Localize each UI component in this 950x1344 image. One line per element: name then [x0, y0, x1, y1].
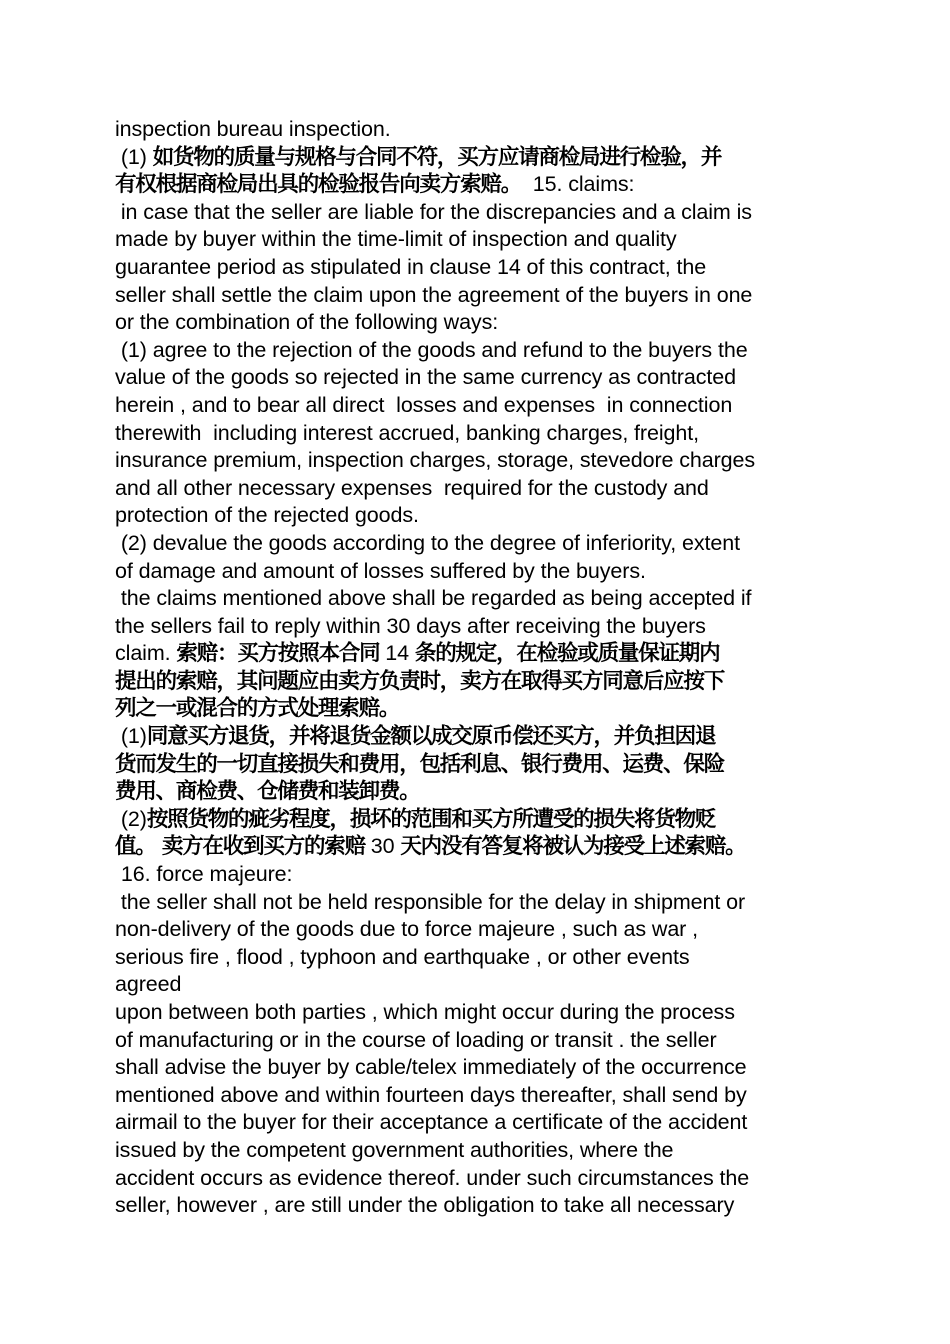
- english-text-segment: upon between both parties , which might occur during the process: [115, 1000, 735, 1024]
- text-line: [115, 889, 845, 917]
- chinese-text-segment: 费用、商检费、仓储费和装卸费。: [115, 779, 420, 805]
- english-text-segment: and all other necessary expenses required for the custody and: [115, 475, 709, 500]
- text-line: [115, 171, 845, 199]
- english-text-segment: herein , and to bear all direct losses and expenses in connection: [115, 392, 733, 417]
- chinese-text-segment: 按照货物的疵劣程度，损坏的范围和买方所遭受的损失将货物贬: [146, 806, 716, 832]
- english-text-segment: 30: [364, 834, 401, 859]
- text-line: [115, 392, 845, 420]
- english-text-segment: (2) devalue the goods according to the degree of inferiority, extent: [115, 530, 740, 555]
- text-line: [115, 1027, 845, 1055]
- english-text-segment: (1): [115, 724, 147, 749]
- text-line: [115, 1192, 845, 1220]
- english-text-segment: the claims mentioned above shall be regarded as being accepted if: [115, 586, 752, 611]
- english-text-segment: issued by the competent government authorities, where the: [115, 1137, 674, 1162]
- text-line: [115, 833, 845, 861]
- text-line: [115, 751, 845, 779]
- text-line: [115, 723, 845, 751]
- chinese-text-segment: 值。 卖方在收到买方的索赔: [115, 834, 365, 860]
- english-text-segment: inspection bureau inspection.: [115, 117, 391, 141]
- english-text-segment: shall advise the buyer by cable/telex immediately of the occurrence: [115, 1055, 747, 1080]
- english-text-segment: accident occurs as evidence thereof. under such circumstances the: [115, 1165, 750, 1190]
- english-text-segment: agreed: [115, 972, 182, 997]
- chinese-text-segment: 列之一或混合的方式处理索赔。: [115, 696, 400, 722]
- text-line: [115, 1082, 845, 1110]
- english-text-segment: seller shall settle the claim upon the agreement of the buyers in one: [115, 282, 753, 307]
- text-line: [115, 364, 845, 392]
- english-text-segment: 14: [379, 641, 415, 666]
- text-line: [115, 695, 845, 723]
- english-text-segment: therewith including interest accrued, banking charges, freight,: [115, 420, 699, 445]
- text-line: [115, 337, 845, 365]
- text-line: [115, 1137, 845, 1165]
- text-line: [115, 778, 845, 806]
- document-body: [115, 116, 845, 1220]
- text-line: [115, 1109, 845, 1137]
- english-text-segment: (1): [115, 144, 153, 169]
- text-line: [115, 475, 845, 503]
- text-line: [115, 916, 845, 944]
- english-text-segment: guarantee period as stipulated in clause 14 of this contract, the: [115, 254, 707, 279]
- text-line: [115, 613, 845, 641]
- text-line: [115, 558, 845, 586]
- english-text-segment: of damage and amount of losses suffered by the buyers.: [115, 558, 646, 583]
- english-text-segment: 16. force majeure:: [115, 862, 293, 887]
- chinese-text-segment: 货而发生的一切直接损失和费用，包括利息、银行费用、运费、保险: [115, 751, 725, 777]
- text-line: [115, 530, 845, 558]
- text-line: [115, 447, 845, 475]
- text-line: [115, 116, 845, 144]
- text-line: [115, 144, 845, 172]
- english-text-segment: 15. claims:: [521, 172, 635, 197]
- english-text-segment: (2): [115, 806, 147, 831]
- text-line: [115, 309, 845, 337]
- chinese-text-segment: 索赔：买方按照本合同: [176, 641, 380, 667]
- text-line: [115, 282, 845, 310]
- english-text-segment: insurance premium, inspection charges, storage, stevedore charges: [115, 448, 756, 473]
- text-line: [115, 971, 845, 999]
- text-line: [115, 861, 845, 889]
- english-text-segment: serious fire , flood , typhoon and earthquake , or other events: [115, 944, 690, 969]
- english-text-segment: non-delivery of the goods due to force majeure , such as war ,: [115, 917, 698, 942]
- text-line: [115, 999, 845, 1027]
- chinese-text-segment: 天内没有答复将被认为接受上述索赔。: [400, 834, 746, 860]
- english-text-segment: or the combination of the following ways:: [115, 310, 499, 335]
- english-text-segment: mentioned above and within fourteen days thereafter, shall send by: [115, 1082, 747, 1107]
- chinese-text-segment: 有权根据商检局出具的检验报告向卖方索赔。: [115, 172, 522, 198]
- text-line: [115, 806, 845, 834]
- text-line: [115, 199, 845, 227]
- english-text-segment: of manufacturing or in the course of loading or transit . the seller: [115, 1027, 717, 1052]
- text-line: [115, 502, 845, 530]
- chinese-text-segment: 同意买方退货，并将退货金额以成交原币偿还买方，并负担因退: [146, 724, 716, 750]
- text-line: [115, 1054, 845, 1082]
- chinese-text-segment: 提出的索赔，其问题应由卖方负责时，卖方在取得买方同意后应按下: [115, 668, 725, 694]
- english-text-segment: seller, however , are still under the obligation to take all necessary: [115, 1193, 735, 1218]
- text-line: [115, 254, 845, 282]
- text-line: [115, 1165, 845, 1193]
- english-text-segment: the sellers fail to reply within 30 days after receiving the buyers: [115, 613, 706, 638]
- text-line: [115, 585, 845, 613]
- english-text-segment: protection of the rejected goods.: [115, 503, 419, 528]
- text-line: [115, 640, 845, 668]
- text-line: [115, 420, 845, 448]
- chinese-text-segment: 如货物的质量与规格与合同不符，买方应请商检局进行检验，并: [152, 144, 722, 170]
- english-text-segment: made by buyer within the time-limit of inspection and quality: [115, 227, 677, 252]
- english-text-segment: airmail to the buyer for their acceptance a certificate of the accident: [115, 1110, 748, 1135]
- english-text-segment: (1) agree to the rejection of the goods and refund to the buyers the: [115, 337, 748, 362]
- english-text-segment: claim.: [115, 641, 177, 666]
- english-text-segment: value of the goods so rejected in the same currency as contracted: [115, 365, 736, 390]
- english-text-segment: the seller shall not be held responsible for the delay in shipment or: [115, 889, 746, 914]
- text-line: [115, 668, 845, 696]
- text-line: [115, 944, 845, 972]
- chinese-text-segment: 条的规定，在检验或质量保证期内: [414, 641, 720, 667]
- english-text-segment: in case that the seller are liable for the discrepancies and a claim is: [115, 199, 752, 224]
- text-line: [115, 226, 845, 254]
